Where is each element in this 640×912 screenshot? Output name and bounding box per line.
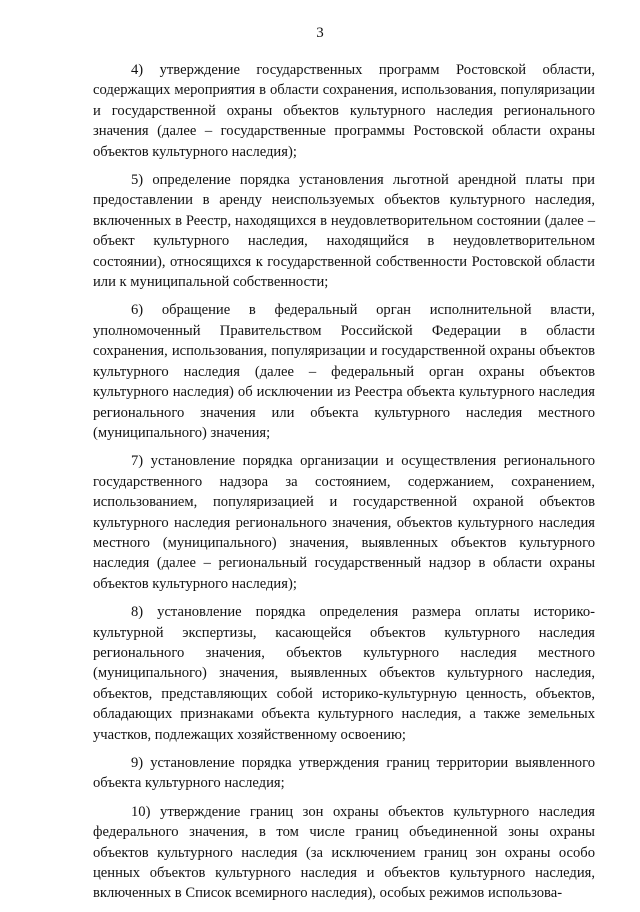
paragraph-item-6: 6) обращение в федеральный орган исполнительной власти, уполномоченный Правительством Российской Федерации в области сохранения, использования, популяризации и государственной охраны объектов культурного наследия (далее – федеральный орган охраны объектов культурного наследия) об исключении из Реестра объекта культурного наследия регионального значения или объекта культурного наследия местного (муниципального) значения; (93, 302, 595, 441)
paragraph-item-8: 8) установление порядка определения размера оплаты историко-культурной экспертизы, касающейся объектов культурного наследия регионального значения, объектов культурного наследия местного (муниципального) значения, выявленных объектов культурного наследия, объектов, представляющих собой историко-культурную ценность, объектов, обладающих признаками объекта культурного наследия, а также земельных участков, подлежащих хозяйственному освоению; (93, 604, 595, 743)
paragraph-item-4: 4) утверждение государственных программ Ростовской области, содержащих мероприятия в области сохранения, использования, популяризации и государственной охраны объектов культурного наследия регионального значения (далее – государственные программы Ростовской области охраны объектов культурного наследия); (93, 62, 595, 160)
paragraph-item-7: 7) установление порядка организации и осуществления регионального государственного надзора за состоянием, содержанием, сохранением, использованием, популяризацией и государственной охраной объектов культурного наследия регионального значения, объектов культурного наследия местного (муниципального) значения, выявленных объектов культурного наследия (далее – региональный государственный надзор в области охраны объектов культурного наследия); (93, 453, 595, 592)
paragraph-item-9: 9) установление порядка утверждения границ территории выявленного объекта культурного наследия; (93, 755, 595, 792)
page-number: 3 (316, 25, 324, 41)
paragraph-item-5: 5) определение порядка установления льготной арендной платы при предоставлении в аренду неиспользуемых объектов культурного наследия, включенных в Реестр, находящихся в неудовлетворительном состоянии (далее – объект культурного наследия, находящийся в неудовлетворительном состоянии), относящихся к государственной собственности Ростовской области или к муниципальной собственности; (93, 172, 595, 291)
paragraph-item-10: 10) утверждение границ зон охраны объектов культурного наследия федерального значения, в том числе границ объединенной зоны охраны объектов культурного наследия (за исключением границ зон охраны особо ценных объектов культурного наследия и объектов культурного наследия, включенных в Список всемирного наследия), особых режимов использова- (93, 803, 595, 902)
document-body (93, 60, 595, 912)
